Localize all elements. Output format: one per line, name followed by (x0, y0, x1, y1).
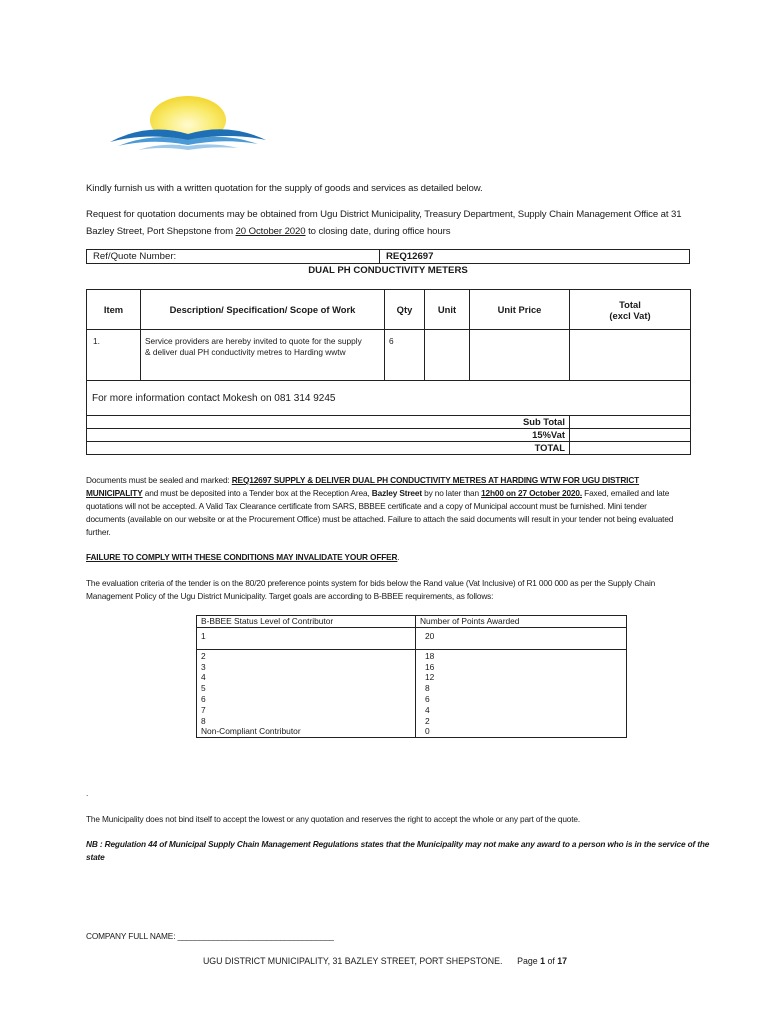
evaluation-paragraph: The evaluation criteria of the tender is on the 80/20 preference points system for bids below the Rand value (Vat Inclusive) of R1 000 000 as per the Supply Chain Management Policy of the Ugu District Municipality. Target goals are according to B-BBEE requirements, as follows: (86, 578, 656, 601)
sealed-paragraph: Documents must be sealed and marked: REQ12697 SUPPLY & DELIVER DUAL PH CONDUCTIVITY METRES AT HARDING WTW FOR UGU DISTRICT MUNICIPALITY and must be deposited into a Tender box at the Reception Area, Bazley Street by no later than 12h00 on 27 October 2020. Faxed, emailed and late quotations will not be accepted. A Valid Tax Clearance certificate from SARS, BBBEE certificate and a copy of Municipal account must be furnished. Mini tender documents (available on our website or at the Procurement Office) must be attached. Failure to attach the said documents will result in your tender not being evaluated further. (86, 475, 674, 537)
bbbee-header-row (197, 616, 627, 628)
subtotal-value[interactable] (570, 416, 691, 429)
subtotal-row (87, 416, 691, 429)
failure-warning: FAILURE TO COMPLY WITH THESE CONDITIONS MAY INVALIDATE YOUR OFFER. (86, 552, 400, 562)
closing-time: 12h00 on 27 October 2020. (481, 488, 582, 498)
row-qty: 6 (385, 330, 425, 381)
ref-quote-row (86, 249, 690, 264)
header-unit-price: Unit Price (470, 290, 570, 330)
intro-text: Kindly furnish us with a written quotation for the supply of goods and services as detailed below. (86, 183, 483, 194)
quotation-table (86, 289, 691, 455)
contact-info: For more information contact Mokesh on 081 314 9245 (87, 381, 691, 416)
total-row (87, 442, 691, 455)
street-text: Bazley Street (371, 488, 422, 498)
bbbee-table (196, 615, 627, 738)
header-total: Total (excl Vat) (570, 290, 691, 330)
ugu-logo (108, 92, 268, 158)
table-header-row (87, 290, 691, 330)
row-unit-price[interactable] (470, 330, 570, 381)
request-date: 20 October 2020 (235, 226, 306, 237)
company-name-field[interactable]: COMPANY FULL NAME: ___________________________________ (86, 931, 334, 941)
page-footer (0, 956, 770, 966)
subtotal-label: Sub Total (87, 416, 570, 429)
bbbee-header-points: Number of Points Awarded (416, 616, 627, 628)
header-description: Description/ Specification/ Scope of Work (141, 290, 385, 330)
marked-text: REQ12697 SUPPLY & DELIVER DUAL PH CONDUCTIVITY METRES AT HARDING WTW FOR UGU DISTRICT (231, 475, 640, 485)
header-item: Item (87, 290, 141, 330)
info-row (87, 381, 691, 416)
wave-shape-3 (138, 144, 238, 150)
row-item: 1. (87, 330, 141, 381)
request-line-2: Bazley Street, Port Shepstone from 20 October 2020 to closing date, during office hours (86, 226, 451, 237)
vat-value[interactable] (570, 429, 691, 442)
header-qty: Qty (385, 290, 425, 330)
vat-row (87, 429, 691, 442)
table-row (87, 330, 691, 381)
vat-label: 15%Vat (87, 429, 570, 442)
nb-regulation: NB : Regulation 44 of Municipal Supply Chain Management Regulations states that the Municipality may not make any award to a person who is in the service of the state (86, 839, 710, 862)
stray-dot: . (86, 788, 89, 798)
page-number: Page 1 of 17 (517, 956, 568, 966)
bbbee-rows: 2 3 4 5 6 7 8 Non-Compliant Contributor 18 16 12 8 6 4 2 0 (197, 649, 627, 737)
row-description: Service providers are hereby invited to quote for the supply & deliver dual PH conductivity metres to Harding wwtw (141, 330, 385, 381)
request-paragraph (86, 206, 706, 240)
request-line-1: Request for quotation documents may be obtained from Ugu District Municipality, Treasury Department, Supply Chain Management Office at 31 (86, 209, 682, 220)
ref-label: Ref/Quote Number: (93, 251, 177, 262)
document-heading: DUAL PH CONDUCTIVITY METERS (308, 265, 468, 276)
total-value[interactable] (570, 442, 691, 455)
row-unit[interactable] (425, 330, 470, 381)
row-total[interactable] (570, 330, 691, 381)
bbbee-row-level1: 1 20 (197, 627, 627, 649)
header-unit: Unit (425, 290, 470, 330)
ref-value: REQ12697 (379, 250, 433, 263)
bbbee-header-level: B-BBEE Status Level of Contributor (197, 616, 416, 628)
total-label: TOTAL (87, 442, 570, 455)
footer-address: UGU DISTRICT MUNICIPALITY, 31 BAZLEY STREET, PORT SHEPSTONE. (202, 956, 503, 966)
not-bind-text: The Municipality does not bind itself to accept the lowest or any quotation and reserves the right to accept the whole or any part of the quote. (86, 814, 581, 824)
